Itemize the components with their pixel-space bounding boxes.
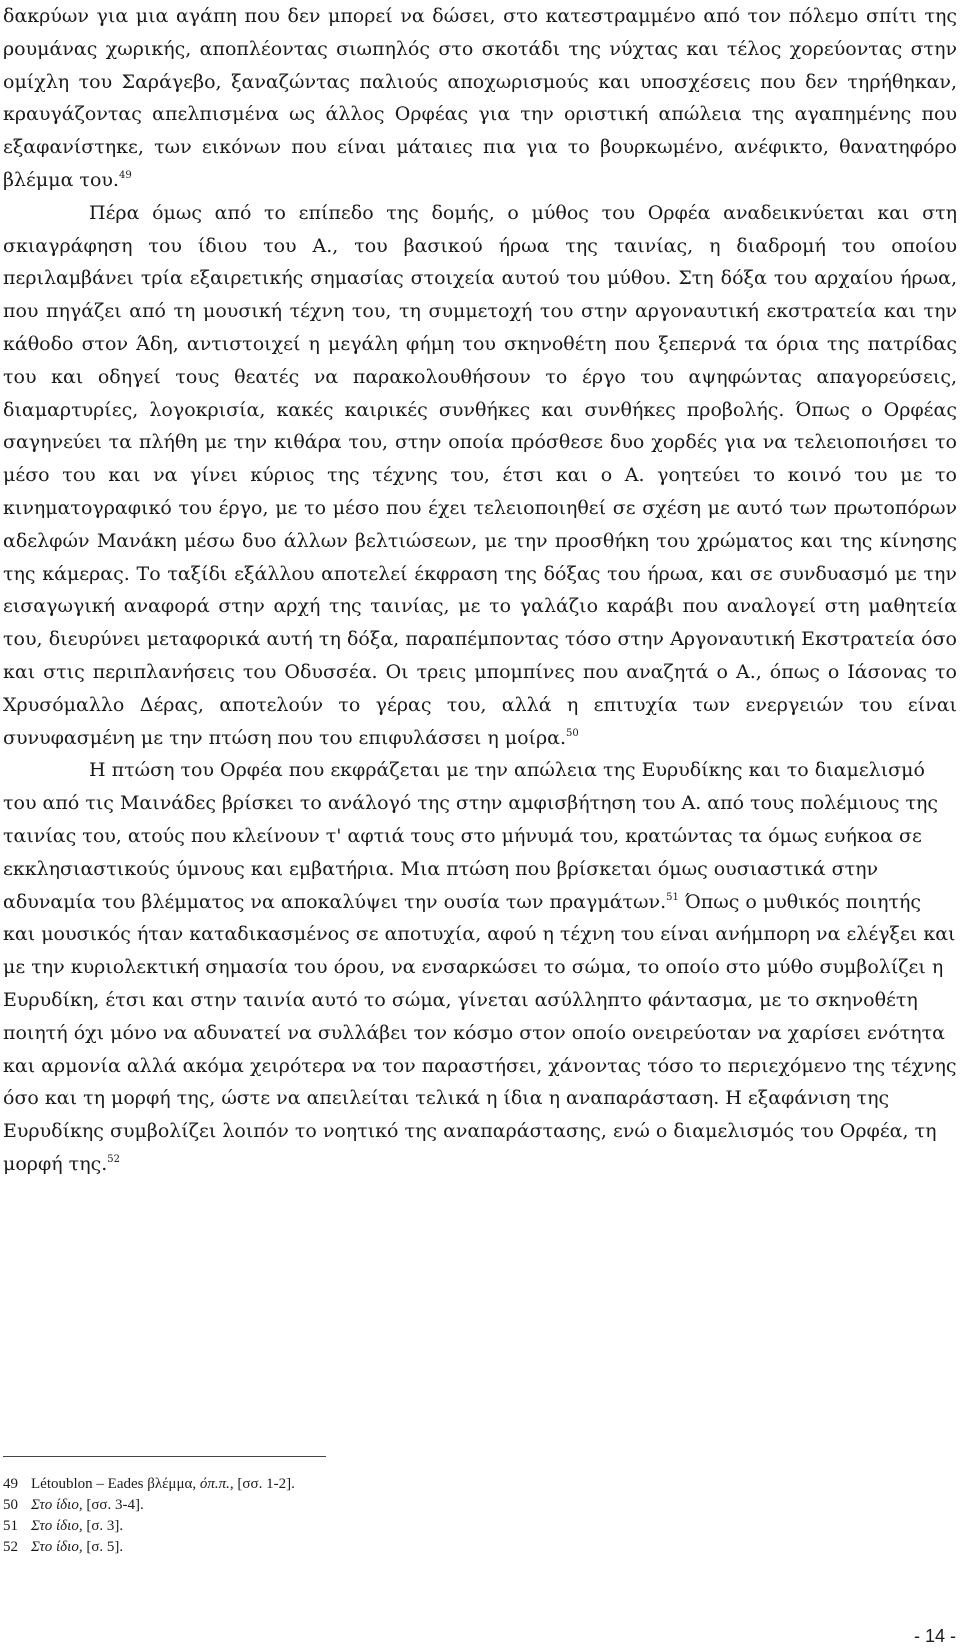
footnote-italic: όπ.π., <box>199 1476 234 1492</box>
footnote-source: Létoublon – Eades βλέμμα, <box>31 1476 200 1492</box>
footnote-52 <box>3 1537 903 1558</box>
footnote-number: 52 <box>3 1539 18 1555</box>
paragraph-text: δακρύων για μια αγάπη που δεν μπορεί να δώσει, στο κατεστραμμένο από τον πόλεμο σπίτι της ρουμάνας χωρικής, αποπλέοντας σιωπηλός στο σκοτάδι της νύχτας και τέλος χορεύοντας στην ομίχλη του Σαράγεβο, ξαναζώντας παλιούς αποχωρισμούς και υποσχέσεις που δεν τηρήθηκαν, κραυγάζοντας απελπισμένα ως άλλος Ορφέας για την οριστική απώλεια της αγαπημένης που εξαφανίστηκε, των εικόνων που είναι μάταιες πια για το βουρκωμένο, ανέφικτο, θανατηφόρο βλέμμα του. <box>3 5 957 191</box>
footnote-pages: [σ. 3]. <box>82 1518 124 1534</box>
footnote-number: 50 <box>3 1497 18 1513</box>
footnote-number: 49 <box>3 1476 18 1492</box>
paragraph-text: Η πτώση του Ορφέα που εκφράζεται με την απώλεια της Ευρυδίκης και το διαμελισμό του από τις Μαινάδες βρίσκει το ανάλογό της στην αμφισβήτηση του Α. από τους πολέμιους της ταινίας του, ατούς που κλείνουν τ' αφτιά τους στο μήνυμά του, κρατώντας τα όμως ευήκοα σε εκκλησιαστικούς ύμνους και εμβατήρια. Μια πτώση που βρίσκεται όμως ουσιαστικά στην αδυναμία του βλέμματος να αποκαλύψει την ουσία των πραγμάτων. <box>3 759 939 913</box>
paragraph-text: Πέρα όμως από το επίπεδο της δομής, ο μύθος του Ορφέα αναδεικνύεται και στη σκιαγράφηση του ίδιου του Α., του βασικού ήρωα της ταινίας, η διαδρομή του οποίου περιλαμβάνει τρία εξαιρετικής σημασίας στοιχεία αυτού του μύθου. Στη δόξα του αρχαίου ήρωα, που πηγάζει από τη μουσική τέχνη του, τη συμμετοχή του στην αργοναυτική εκστρατεία και την κάθοδο στον Άδη, αντιστοιχεί η μεγάλη φήμη του σκηνοθέτη που ξεπερνά τα όρια της πατρίδας του και οδηγεί τους θεατές να παρακολουθήσουν το έργο του αψηφώντας απαγορεύσεις, διαμαρτυρίες, λογοκρισία, κακές καιρικές συνθήκες και συνθήκες προβολής. Όπως ο Ορφέας σαγηνεύει τα πλήθη με την κιθάρα του, στην οποία πρόσθεσε δυο χορδές για να τελειοποιήσει το μέσο του και να γίνει κύριος της τέχνης του, έτσι και ο Α. γοητεύει το κοινό του με το κινηματογραφικό του έργο, με το μέσο που έχει τελειοποιηθεί σε σχέση με αυτό των πρωτοπόρων αδελφών Μανάκη μέσω δυο άλλων βελτιώσεων, με την προσθήκη του χρώματος και της κίνησης της κάμερας. Το ταξίδι εξάλλου αποτελεί έκφραση της δόξας του ήρωα, και σε συνδυασμό με την εισαγωγική αναφορά στην αρχή της ταινίας, με το γαλάζιο καράβι που αναλογεί στη μαθητεία του, διευρύνει μεταφορικά αυτή τη δόξα, παραπέμποντας τόσο στην Αργοναυτική Εκστρατεία όσο και στις περιπλανήσεις του Οδυσσέα. Οι τρεις μπομπίνες που αναζητά ο Α., όπως ο Ιάσονας το Χρυσόμαλλο Δέρας, αποτελούν το γέρας του, αλλά η επιτυχία των ενεργειών του είναι συνυφασμένη με την πτώση που του επιφυλάσσει η μοίρα. <box>3 201 957 749</box>
footnote-separator <box>3 1456 326 1457</box>
footnote-pages: [σσ. 3-4]. <box>82 1497 144 1513</box>
paragraph-3 <box>3 754 957 1180</box>
footnote-ref: 52 <box>107 1153 120 1165</box>
footnote-ref: 49 <box>118 169 132 181</box>
footnote-ref: 51 <box>666 891 679 903</box>
footnote-number: 51 <box>3 1518 18 1534</box>
footnote-51 <box>3 1516 903 1537</box>
footnote-italic: Στο ίδιο, <box>31 1518 83 1534</box>
footnote-italic: Στο ίδιο, <box>31 1497 83 1513</box>
footnote-pages: [σ. 5]. <box>82 1539 124 1555</box>
paragraph-2 <box>3 197 957 755</box>
paragraph-text-continued: Όπως ο μυθικός ποιητής και μουσικός ήταν καταδικασμένος σε αποτυχία, αφού η τέχνη του είναι ανήμπορη να ελέγξει και με την κυριολεκτική σημασία του όρου, να ενσαρκώσει το σώμα, το οποίο στο μύθο συμβολίζει η Ευρυδίκη, έτσι και στην ταινία αυτό το σώμα, γίνεται ασύλληπτο φάντασμα, με το σκηνοθέτη ποιητή όχι μόνο να αδυνατεί να συλλάβει τον κόσμο στον οποίο ονειρεύοταν να χαρίσει ενότητα και αρμονία αλλά ακόμα χειρότερα να τον παραστήσει, χάνοντας τόσο το περιεχόμενο της τέχνης όσο και τη μορφή της, ώστε να απειλείται τελικά η ίδια η αναπαράσταση. Η εξαφάνιση της Ευρυδίκης συμβολίζει λοιπόν το νοητικό της αναπαράστασης, ενώ ο διαμελισμός του Ορφέα, τη μορφή της. <box>3 890 957 1175</box>
footnote-50 <box>3 1495 903 1516</box>
body-text <box>3 0 957 1181</box>
footnote-49 <box>3 1474 903 1495</box>
footnote-pages: [σσ. 1-2]. <box>233 1476 295 1492</box>
page-number: - 14 - <box>913 1626 956 1646</box>
footnote-italic: Στο ίδιο, <box>31 1539 83 1555</box>
paragraph-1 <box>3 0 957 197</box>
footnote-ref: 50 <box>566 727 579 739</box>
footnotes <box>3 1474 903 1558</box>
